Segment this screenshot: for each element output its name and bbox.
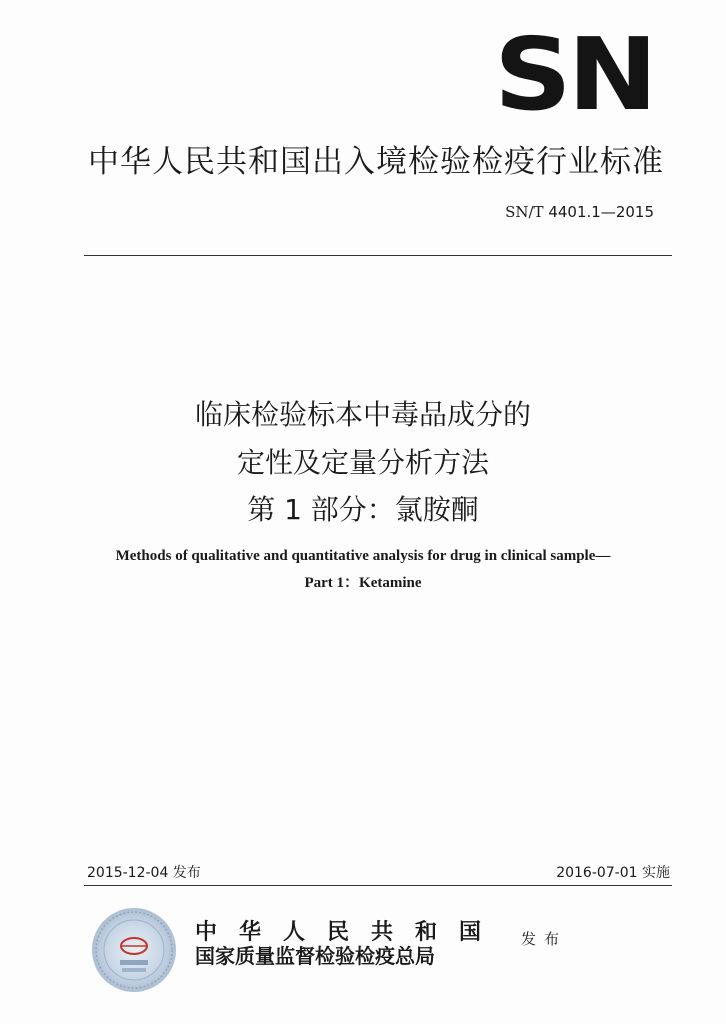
issuer-line2: 国家质量监督检验检疫总局 (195, 944, 435, 968)
title-en-line1: Methods of qualitative and quantitative analysis for drug in clinical sample— (115, 548, 611, 564)
title-zh-line2: 定性及定量分析方法 (236, 446, 489, 479)
issue-date: 2015-12-04 发布 (87, 865, 201, 881)
sn-logo: SN (494, 16, 654, 133)
anti-counterfeit-seal-icon (92, 908, 176, 992)
standard-code (505, 203, 654, 221)
bottom-divider (84, 885, 672, 886)
issuer-line1: 中华人民共和国 (195, 919, 504, 945)
standard-code-prefix: SN/T (505, 203, 544, 221)
standard-category: 中华人民共和国出入境检验检疫行业标准 (88, 144, 664, 180)
publish-label: 发布 (521, 930, 568, 948)
title-en-line2: Part 1：Ketamine (304, 575, 422, 591)
effective-date: 2016-07-01 实施 (556, 865, 670, 881)
title-zh-line1: 临床检验标本中毒品成分的 (194, 398, 531, 431)
standard-code-number: 4401.1—2015 (548, 203, 654, 221)
top-divider (84, 255, 672, 256)
title-zh-line3: 第 1 部分：氯胺酮 (247, 493, 479, 526)
